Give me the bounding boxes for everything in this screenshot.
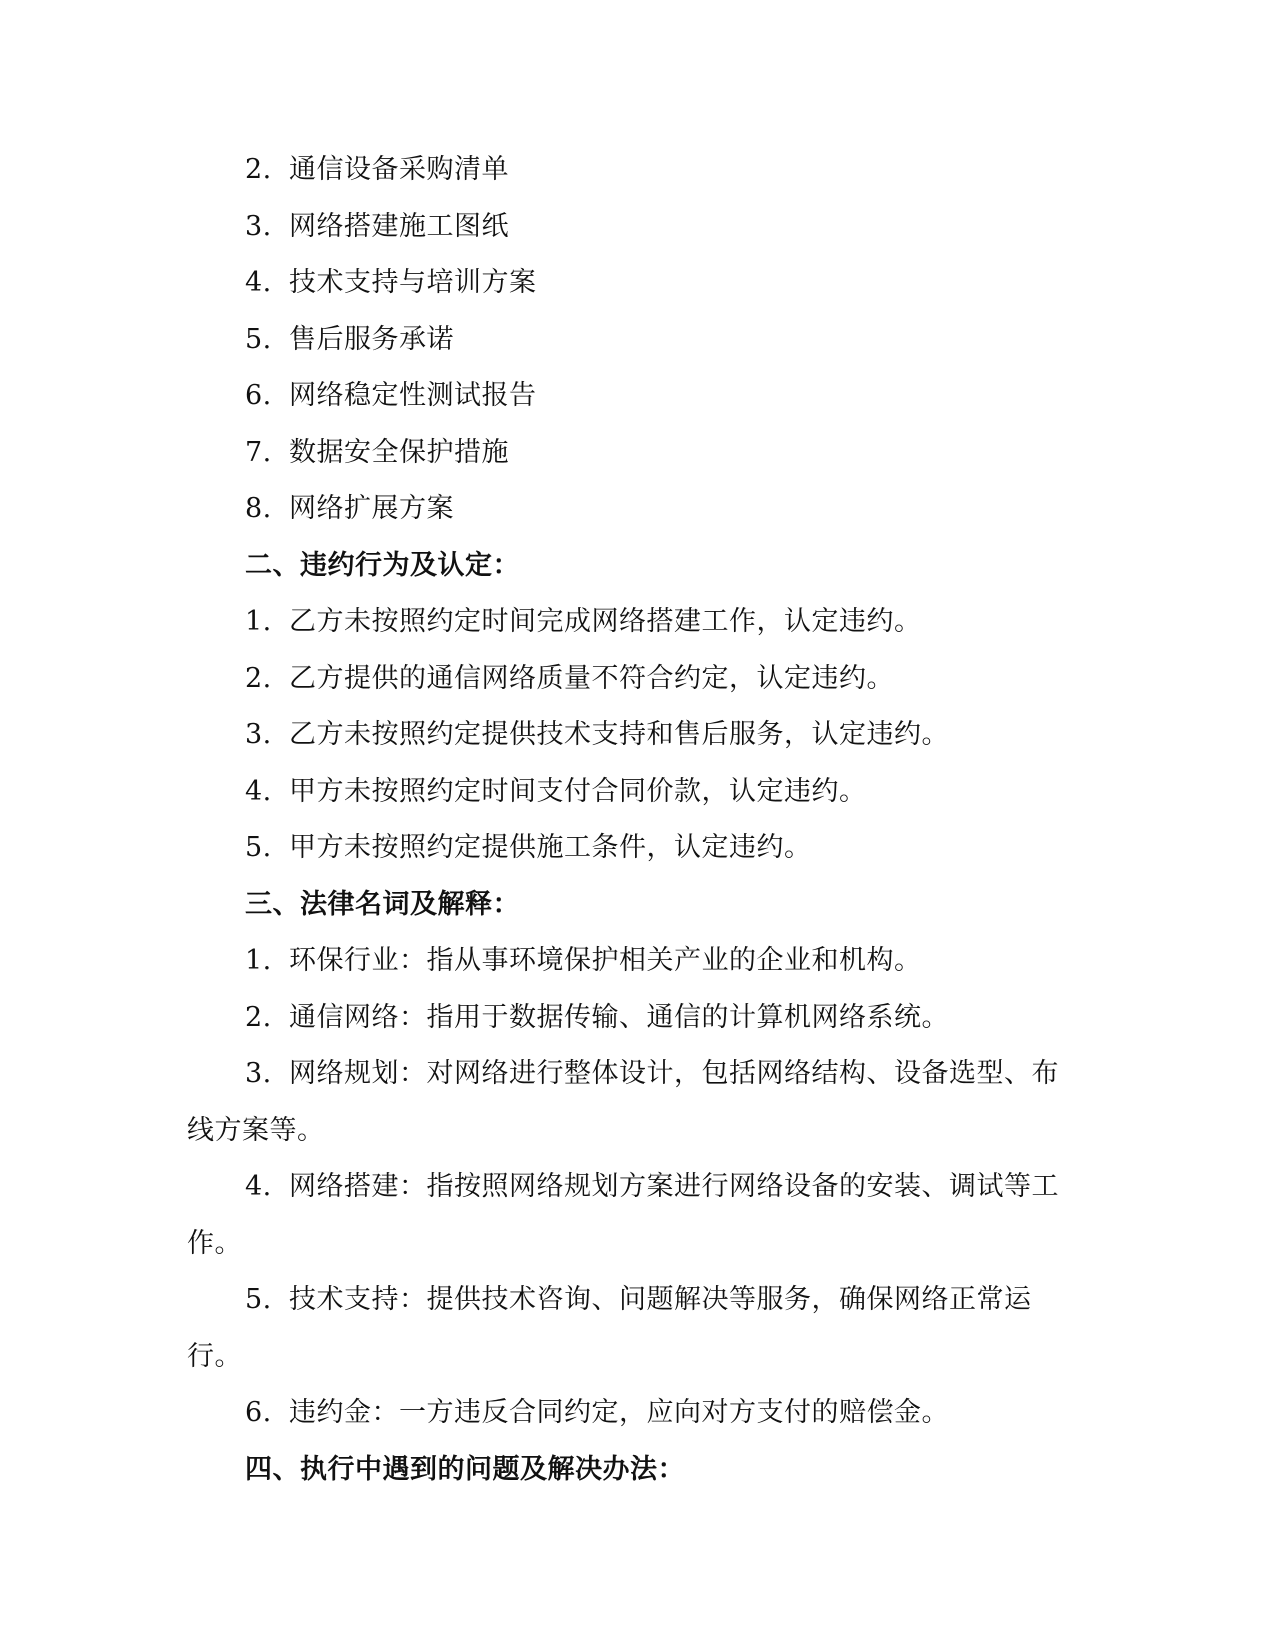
list-item-text: 通信网络：指用于数据传输、通信的计算机网络系统。 xyxy=(289,1001,949,1033)
list-item xyxy=(187,1046,1077,1159)
section-heading-issues: 四、执行中遇到的问题及解决办法： xyxy=(245,1453,685,1485)
list-item-number: 6. xyxy=(245,380,272,411)
list-item-number: 1. xyxy=(245,945,272,976)
list-item-number: 3. xyxy=(245,210,272,242)
list-item xyxy=(187,764,1077,821)
list-item xyxy=(187,368,1077,425)
list-item-number: 5. xyxy=(245,323,272,355)
list-item xyxy=(187,651,1077,708)
list-item xyxy=(187,312,1077,369)
list-item-text: 通信设备采购清单 xyxy=(289,154,509,185)
list-item-number: 2. xyxy=(245,662,272,694)
list-item xyxy=(187,594,1077,651)
list-item-text: 数据安全保护措施 xyxy=(289,436,509,468)
list-item-number: 2. xyxy=(245,1001,272,1033)
list-item xyxy=(187,820,1077,877)
list-item xyxy=(187,990,1077,1047)
list-item-number: 2. xyxy=(245,154,272,185)
list-item-text: 环保行业：指从事环境保护相关产业的企业和机构。 xyxy=(289,945,922,976)
list-item xyxy=(187,1385,1077,1442)
list-item xyxy=(187,425,1077,482)
list-item-text: 网络规划：对网络进行整体设计，包括网络结构、设备选型、布线方案等。 xyxy=(187,1058,1059,1146)
list-item-text: 甲方未按照约定时间支付合同价款，认定违约。 xyxy=(289,775,867,807)
list-item xyxy=(187,1159,1077,1272)
list-item xyxy=(187,707,1077,764)
list-item-text: 网络搭建施工图纸 xyxy=(289,210,509,242)
list-item-text: 甲方未按照约定提供施工条件，认定违约。 xyxy=(289,832,812,863)
list-item-text: 乙方未按照约定时间完成网络搭建工作，认定违约。 xyxy=(289,606,922,637)
list-item-text: 网络稳定性测试报告 xyxy=(289,380,537,411)
list-item xyxy=(187,255,1077,312)
list-item-number: 3. xyxy=(245,719,272,750)
list-item-text: 乙方未按照约定提供技术支持和售后服务，认定违约。 xyxy=(289,719,949,750)
list-item-text: 售后服务承诺 xyxy=(289,323,454,355)
list-item-text: 网络搭建：指按照网络规划方案进行网络设备的安装、调试等工作。 xyxy=(187,1171,1059,1259)
list-item xyxy=(187,933,1077,990)
list-item-number: 7. xyxy=(245,436,272,468)
list-item xyxy=(187,142,1077,199)
list-item-number: 3. xyxy=(245,1058,272,1089)
list-item xyxy=(187,481,1077,538)
list-item xyxy=(187,1272,1077,1385)
list-item-number: 1. xyxy=(245,606,272,637)
list-item-text: 违约金：一方违反合同约定，应向对方支付的赔偿金。 xyxy=(289,1397,949,1428)
list-item-number: 5. xyxy=(245,832,272,863)
list-item-text: 乙方提供的通信网络质量不符合约定，认定违约。 xyxy=(289,662,894,694)
list-item-number: 5. xyxy=(245,1284,272,1315)
list-item-text: 技术支持与培训方案 xyxy=(289,267,537,298)
list-item-text: 技术支持：提供技术咨询、问题解决等服务，确保网络正常运行。 xyxy=(187,1284,1032,1372)
list-item-number: 8. xyxy=(245,493,272,524)
list-item-number: 6. xyxy=(245,1397,272,1428)
list-item-number: 4. xyxy=(245,775,272,807)
document-body xyxy=(187,142,1077,1498)
list-item-number: 4. xyxy=(245,1171,272,1202)
section-heading-breach: 二、违约行为及认定： xyxy=(245,549,520,581)
list-item-text: 网络扩展方案 xyxy=(289,493,454,524)
list-item-number: 4. xyxy=(245,267,272,298)
list-item xyxy=(187,199,1077,256)
section-heading-legal-terms: 三、法律名词及解释： xyxy=(245,888,520,920)
